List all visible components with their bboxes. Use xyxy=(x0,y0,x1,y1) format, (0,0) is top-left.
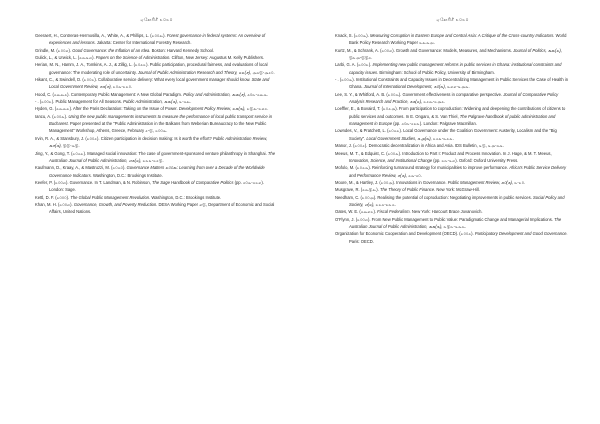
reference-entry: - . (௨௦௦௬). Institutional Constraints and Capacity Issues in Decentralizing Management in Public Services the Case of Health in Ghana. Journal of International Development, ௧௦(௩), ௩௭௭-௩௮௬. xyxy=(335,77,569,90)
reference-list xyxy=(335,32,570,245)
reference-entry: Lowndes, V., & Pratchett, L. (௨௦௧௨). Local Governance under the Coalition Government: Austerity, Localism and the "Big Society". Local Government Studies, ௩௮(௩), ௨௧௩-௩௧௬. xyxy=(335,128,557,141)
reference-entry: Hood, C. (௧௯௯௧). Contemporary Public Management: A New Global Paradigm. Policy and Administration, ௯௯(௪), ௧௦௩-௧௯௬. xyxy=(35,91,269,97)
reference-entry: Lee, S. Y., & Whitford, A. B. (௨௦௦௬). Government effectiveness in comparative perspective. Journal of Comparative Policy Analysis Research and Practice, ௧௧(௨), ௨௪௯-௨௮௧. xyxy=(335,91,559,105)
reference-entry: Iancu, A. (௨௦௦௬). Using the new public managements instruments to measure the performance of local public transport service in Bucharest. Paper presented at the "Public Administration in the Balkans from Weberian Bureaucracy to the New Public Management" Workshop, Athens, Greece, February ௪-௫, ௨௦௦௬. xyxy=(35,113,273,134)
reference-entry: Irvin, R. A., & Stansbury, J. (௨௦௦௪). Citizen participation in decision making: Is it worth the effort? Public Administration Review, ௬௪(௧), ௫௫-௬௫. xyxy=(35,135,268,149)
reference-entry: Knack, S. (௨௦௦௬). Measuring Corruption in Eastern Europe and Central Asia: A Critique of the Cross-country Indicators. World Bank Policy Research Working Paper ௩௯௬௮. xyxy=(335,33,567,46)
reference-entry: Keefer, P. (௨௦௦௭). Governance. In T. Landman, & N. Robinson, The Sage Handbook of Comparative Politics (pp. ௪௦௬-௪௨௭). London: Sage. xyxy=(35,179,264,193)
reference-entry: Loeffler, E., & Bovaird, T. (௨௦௧௮). From participation to coproduction: Widening and deepening the contributions of citizens to public services and outcomes. In E. Ongaro, & S. Van Thiel, The Palgrave handbook of public administration and management in Europe (pp. ௪௦௩-௪௨௩). London: Palgrave Macmillan. xyxy=(335,106,566,127)
reference-entry: Organization for Economic Cooperation and Development (OECD). (௨௦௦௧). Participatory Development and Good Governance. Paris: OECD. xyxy=(335,231,568,244)
reference-entry: Needham, C. (௨௦௦௮). Realising the potential of coproduction: Negotiating improvements in public services. Social Policy and Society, ௭(௨), ௨௨௧-௨௩௧. xyxy=(335,194,565,207)
reference-entry: Oates, W. E. (௧௯௭௨). Fiscal Federalism. New York: Harcourt Brace Jovanovich. xyxy=(335,209,483,215)
reference-entry: Hyden, G. (௧௯௯௨). After the Paris Declaration: Taking on the Issue of Power. Development Policy Review, ௨௬(௩), ௨௫௯-௨௭௪. xyxy=(35,106,269,112)
reference-entry: Grindle, M. (௨௦௦௭). Good Governance: the Inflation of an Idea. Boston: Harvard Kennedy School. xyxy=(35,47,215,53)
reference-entry: - . (௨௦௦௨). Public Management for All Seasons. Public Administration, ௬௯(௧), ௩-௧௯. xyxy=(35,99,192,105)
reference-entry: Kaufmann, D., Kraay, A., & Mastruzzi, M. (௨௦௧௦). Governance Matters ௨௦௦௯: Learning from over a Decade of the Worldwide Governance Indicators. Washington, D.C.: Brookings Institute. xyxy=(35,165,265,178)
reference-entry: Musgrave, R. (௧௯௫௯). The Theory of Public Finance. New York: McGraw-Hill. xyxy=(335,187,480,193)
reference-list xyxy=(35,32,278,216)
reference-entry: Jing, Y., & Gong, T. (௨௦௧௨). Managed social innovation: The case of government-sponsored venture philanthropy in Shanghai. The Australian Journal of Public Administration, ௭௧(௨), ௨௩௩-௨௪௫. xyxy=(35,150,276,163)
page-header: ஏலேரிசீ ௨௦௨௦ xyxy=(436,18,469,23)
reference-entry: Manor, J. (௨௦௦௪). Democratic decentralization in Africa and Asia. IDS Bulletin, ௩௫, ௩௮-௬௩. xyxy=(335,143,505,149)
reference-entry: Mofolo, M. (௨௦௧௬). Reinforcing turnaround strategy for municipalities to improve performance. Africa's Public Service Delivery and Performance Review, ௪(௧), ௧௬-௪௦. xyxy=(335,165,567,178)
reference-entry: O'Flynn, J. (௨௦௦௭). From New Public Management to Public Value: Paradigmatic Change and Managerial Implications. The Australian Journal of Public Administration, ௬௬(௩), ௩௫௩-௩௬௬. xyxy=(335,216,562,229)
reference-entry: Larbi, G. A. (௨௦௦௨). Implementing new public management reforms in public services in Ghana: institutional constraints and capacity issues. Birmingham: School of Public Policy, University of Birmingham. xyxy=(335,62,562,75)
reference-entry: Kurtz, M., & Schrank, A. (௨௦௦௭). Growth and Governance: Models, Measures, and Mechanisms. Journal of Politics, ௬௯(௨), ௫௩௮-௫௫௪. xyxy=(335,47,562,61)
reference-entry: Gulick, L., & Urwick, L. (௧௯௩௭). Papers on the Science of Administration. Clifton, New Jersey: Augustus M. Kelly Publishers. xyxy=(35,55,265,61)
reference-entry: Khan, M. H. (௨௦௦௭). Governance, Growth, and Poverty Reduction. DESA Working Paper ௭௫, Department of Economic and Social Affairs, United Nations. xyxy=(35,201,275,215)
reference-entry: Meeus, M. T., & Edquist, C. (௨௦௦௬). Introduction to Part I: Product and Process Innovation. In J. Hage, & M. T. Meeus, Innovation, Science, and Institutional Change (pp. ௨௩-௩௭). Oxford: Oxford University Press. xyxy=(335,150,552,163)
reference-entry: Kettl, D. F. (௨௦௦௦). The Global Public Management Revolution. Washington, D.C.: Brookings Institute. xyxy=(35,194,222,200)
reference-entry: Hikant, C., & Swindell, D. (௨௦௦௨). Collaborative service delivery: What every local government manager should know. State and Local Government Review, ௪௧(௪), ௨௦௬-௨௨௦. xyxy=(35,77,270,90)
reference-entry: Moore, M., & Hartley, J. (௨௦௦௮). Innovations in Governance. Public Management Review, ௧௦(௧), ௩-௨௦. xyxy=(335,179,526,185)
right-page xyxy=(300,0,600,424)
reference-entry: Geeraert, H., Contreras-Hermosilla, A., White, A., & Phillips, L. (௨௦௦௯). Forest governance in federal systems: An overview of experiences and lessons. Jakarta: Center for International Forestry Research. xyxy=(35,33,266,46)
page-header: ஏலேரிசீ ௨௦௨௦ xyxy=(140,18,173,23)
reference-entry: Herian, M. N., Hamm, J. A., Tomkins, A. J., & Zillig, L. (௨௦௧௨). Public participation, procedural fairness, and evaluations of local governance: The moderating role of uncertainty. Journal of Public Administration Research and Theory, ௨௨(௪), ௮௧௫-௮௪௦. xyxy=(35,62,275,75)
